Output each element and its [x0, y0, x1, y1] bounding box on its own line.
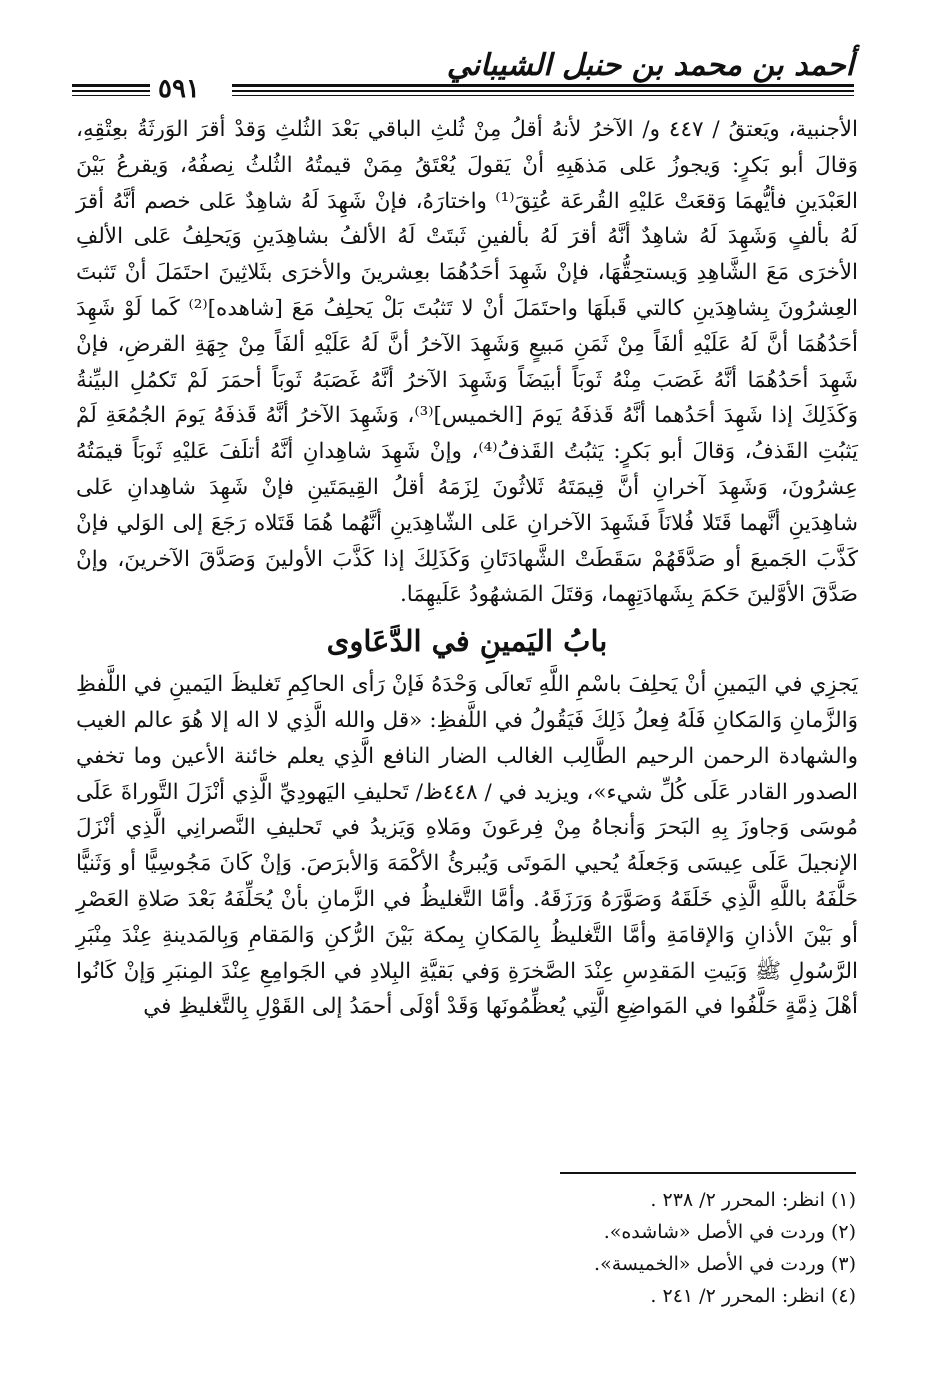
- page-number: ٥٩١: [158, 74, 200, 104]
- paragraph-1: الأجنبية، ويَعتقُ / ٤٤٧ و/ الآخرُ لأنهُ أقلُ مِنْ ثُلثِ الباقي بَعْدَ الثُلثِ وَقدْ أقرَ الوَرثَةُ بعِتْقِهِ، وَقالَ أبو بَكرٍ: وَيجوزُ عَلى مَذهَبِهِ أنْ يَقولَ يُعْتَقُ مِمَنْ قيمتُهُ الثُلثُ نِصفُهُ، وَيقرعُ بَيْنَ العَبْدَينِ فأيُّهمَا وَقعَتْ عَليْهِ القُرعَة عُتِقَ⁽¹⁾ واختارَهُ، فإنْ شَهِدَ لَهُ شاهِدٌ عَلى خصم أنَّهُ أقرَ لَهُ بألفٍ وَشَهِدَ لَهُ شاهِدٌ أنَّهُ أقرَ لَهُ بألفينِ ثَبتَتْ لَهُ الألفُ بشاهِدَينِ وَيَحلِفُ عَلى الألفِ الأخرَى مَعَ الشَّاهِدِ وَيستحِقُّهَا، فإنْ شَهِدَ أحَدُهُمَا بعِشرينَ والأخرَى بثَلاثِينَ احتَمَلَ أنْ تَثبتَ العِشرُونَ بِشاهِدَينِ كالتي قَبلَهَا واحتَمَلَ أنْ لا تَثبُتَ بَلْ يَحلِفُ مَعَ [شاهده]⁽²⁾ كَما لَوْ شَهِدَ أحَدُهُمَا أنَّ لَهُ عَلَيْهِ ألفَاً مِنْ ثَمَنِ مَبيعٍ وَشَهِدَ الآخرُ أنَّ لَهُ عَلَيْهِ ألفَاً مِنْ جِهَةِ القرضِ، فإنْ شَهِدَ أحَدُهُمَا أنَّهُ غَصَبَ مِنْهُ ثَوبَاً أبيَضَاً وَشَهِدَ الآخرُ أنَّهُ غَصَبَهُ ثَوبَاً أحمَرَ لَمْ تَكمُلِ البيِّنةُ وَكَذَلِكَ إذا شَهِدَ أحَدُهما أنَّهُ قَذفَهُ يَومَ [الخميس]⁽³⁾، وَشَهِدَ الآخرُ أنَّهُ قَذفَهُ يَومَ الجُمُعَةِ لَمْ يَثبُتِ القَذفُ، وَقالَ أبو بَكرٍ: يَثبُتُ القَذفُ⁽⁴⁾، وإنْ شَهِدَ شاهِدانِ أنَّهُ أتلَفَ عَليْهِ ثَوبَاً قيمَتُهُ عِشرُونَ، وَشَهِدَ آخرانِ أنَّ قِيمَتَهُ ثَلاثُونَ لِزَمَهُ أقلُ القِيمَتَينِ فإنْ شَهِدَ شاهِدانِ عَلى شاهِدَينِ أنَّهما قَتَلا فُلانَاً فَشَهِدَ الآخرانِ عَلى الشّاهِدَينِ أنَّهُما هُمَا قَتَلاه رَجَعَ إلى الوَلي فإنْ كَذَّبَ الجَميعَ أو صَدَّقَهُمْ سَقَطَتْ الشَّهادَتَانِ وَكَذَلِكَ إذا كَذَّبَ الأولينَ وَصَدَّقَ الآخرينَ، وإنْ صَدَّقَ الأوَّلينَ حَكمَ بِشَهادَتِهِما، وَقتَلَ المَشهُودُ عَلَيهِمَا.: [76, 117, 858, 608]
- paragraph-2: يَجزِي في اليَمينِ أنْ يَحلِفَ باسْمِ اللَّهِ تَعالَى وَحْدَهُ فَإنْ رَأى الحاكِمِ تَغليظَ اليَمينِ في اللَّفظِ وَالزَّمانِ وَالمَكانِ فَلَهُ فِعلُ ذَلِكَ فَيَقُولُ في اللَّفظِ: «قل والله الَّذِي لا اله إلا هُوَ عالم الغيب والشهادة الرحمن الرحيم الطَّالِب الغالب الضار النافع الَّذِي يعلم خائنة الأعين وما تخفي الصدور القادر عَلَى كُلِّ شيء»، ويزيد في / ٤٤٨ظ/ تَحليفِ اليَهودِيِّ الَّذِي أنْزَلَ التَّوراةَ عَلَى مُوسَى وَجاوزَ بِهِ البَحرَ وَأنجاهُ مِنْ فِرعَونَ ومَلاهِ وَيَزيدُ في تَحليفِ النَّصرانِي الَّذِي أنْزَلَ الإنجيلَ عَلَى عِيسَى وَجَعلَهُ يُحيي المَوتَى وَيُبرئُ الأكْمَهَ وَالأبرَصَ. وَإنْ كَانَ مَجُوسِيًّا أو وَثَنيًّا حَلَّفَهُ باللَّهِ الَّذِي خَلَقَهُ وَصَوَّرَهُ وَرَزَقَهُ. وأمَّا التَّغليظُ في الزَّمانِ بأنْ يُحَلِّفَهُ بَعْدَ صَلاةِ العَصْرِ أو بَيْنَ الأذانِ وَالإقامَةِ وأمَّا التَّغليظُ بِالمَكانِ بِمكة بَيْنَ الرُّكنِ وَالمَقامِ وَبِالمَدينةِ عِنْدَ مِنْبَرِ الرَّسُولِ ﷺ وَبَيتِ المَقدِسِ عِنْدَ الصَّخرَةِ وَفي بَقيَّةِ البِلادِ في الجَوامِعِ عِنْدَ المِنبَرِ وَإنْ كَانُوا أهْلَ ذِمَّةٍ حَلَّفُوا في المَواضِعِ الَّتِي يُعظِّمُونَها وَقَدْ أوْلَى أحمَدُ إلى القَوْلِ بِالتَّغليظِ في: [76, 672, 858, 1020]
- footnote-2: (٢) وردت في الأصل «شاشده».: [603, 1221, 856, 1243]
- footnote-divider: [560, 1172, 856, 1174]
- footnote-1: (١) انظر: المحرر ٢/ ٢٣٨ .: [650, 1189, 856, 1211]
- header-rule-left: [72, 84, 150, 96]
- page-header: [72, 40, 854, 102]
- footnotes: [400, 1184, 856, 1312]
- footnote-3: (٣) وردت في الأصل «الخميسة».: [594, 1253, 856, 1275]
- main-text: [76, 112, 858, 1025]
- header-rule-right: [232, 84, 854, 96]
- section-title: بابُ اليَمينِ في الدَّعَاوى: [326, 624, 608, 659]
- running-title: أحمد بن محمد بن حنبل الشيباني: [446, 48, 854, 83]
- footnote-4: (٤) انظر: المحرر ٢/ ٢٤١ .: [650, 1285, 856, 1307]
